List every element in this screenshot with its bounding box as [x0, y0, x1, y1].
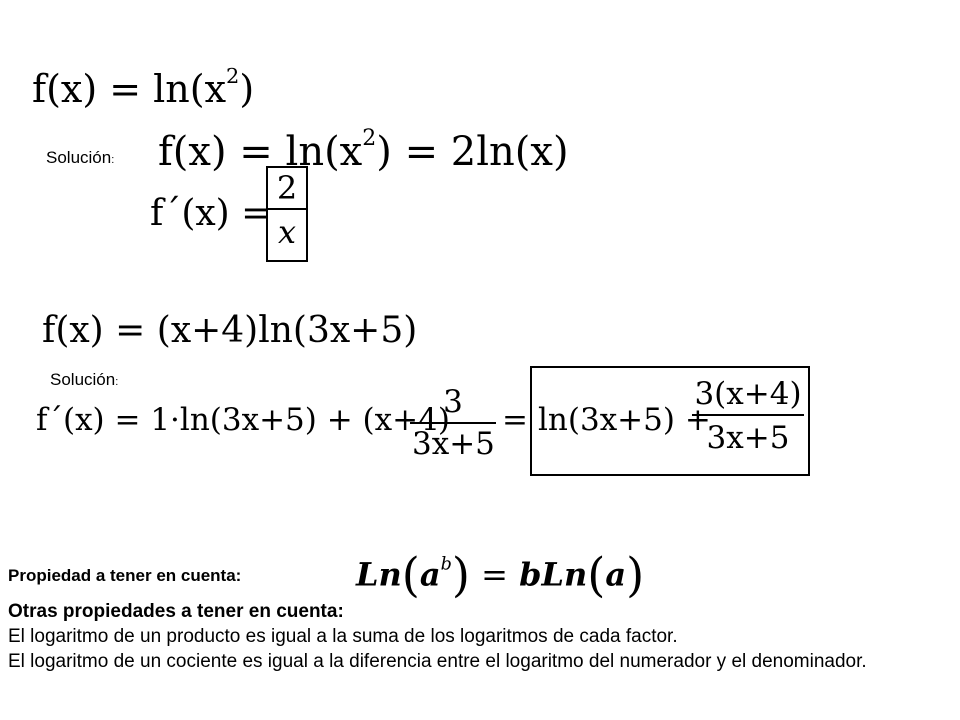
other-properties-line-1: El logaritmo de un producto es igual a la suma de los logaritmos de cada factor. — [8, 626, 678, 647]
other-properties-heading: Otras propiedades a tener en cuenta: — [8, 601, 344, 622]
function-2: f(x) = (x+4)ln(3x+5) — [42, 310, 418, 351]
property-label: Propiedad a tener en cuenta: — [8, 566, 242, 585]
result-fraction — [692, 374, 804, 460]
fraction-numerator: 3 — [443, 384, 463, 420]
result-numerator: 2 — [276, 169, 298, 207]
derivative-2-fraction — [410, 382, 496, 464]
derivative-1-lhs: f´(x) = — [150, 193, 272, 234]
solution-step-1: $f(x) = \ln(x^2) = 2\ln(x)$ — [158, 126, 569, 175]
result-denominator: x — [268, 208, 306, 254]
equals-sign: = — [502, 402, 528, 438]
other-properties-line-2: El logaritmo de un cociente es igual a la diferencia entre el logaritmo del numerador y el denominador. — [8, 651, 867, 672]
result-term: ln(3x+5) + — [538, 402, 711, 438]
solution-label-1: Solución: — [46, 148, 115, 167]
result-numerator: 3(x+4) — [694, 376, 802, 412]
derivative-2-result-box — [530, 366, 810, 476]
result-denominator: 3x+5 — [692, 414, 804, 460]
property-formula: $Ln(a^b) = bLn(a)$ — [356, 548, 645, 602]
fraction-denominator: 3x+5 — [410, 422, 496, 464]
derivative-1-result-box — [266, 166, 308, 262]
solution-label-2: Solución: — [50, 370, 119, 389]
derivative-2-lhs: f´(x) = 1·ln(3x+5) + (x+4) — [36, 402, 450, 438]
function-1: $f(x) = \ln(x^2)$ — [32, 64, 255, 111]
